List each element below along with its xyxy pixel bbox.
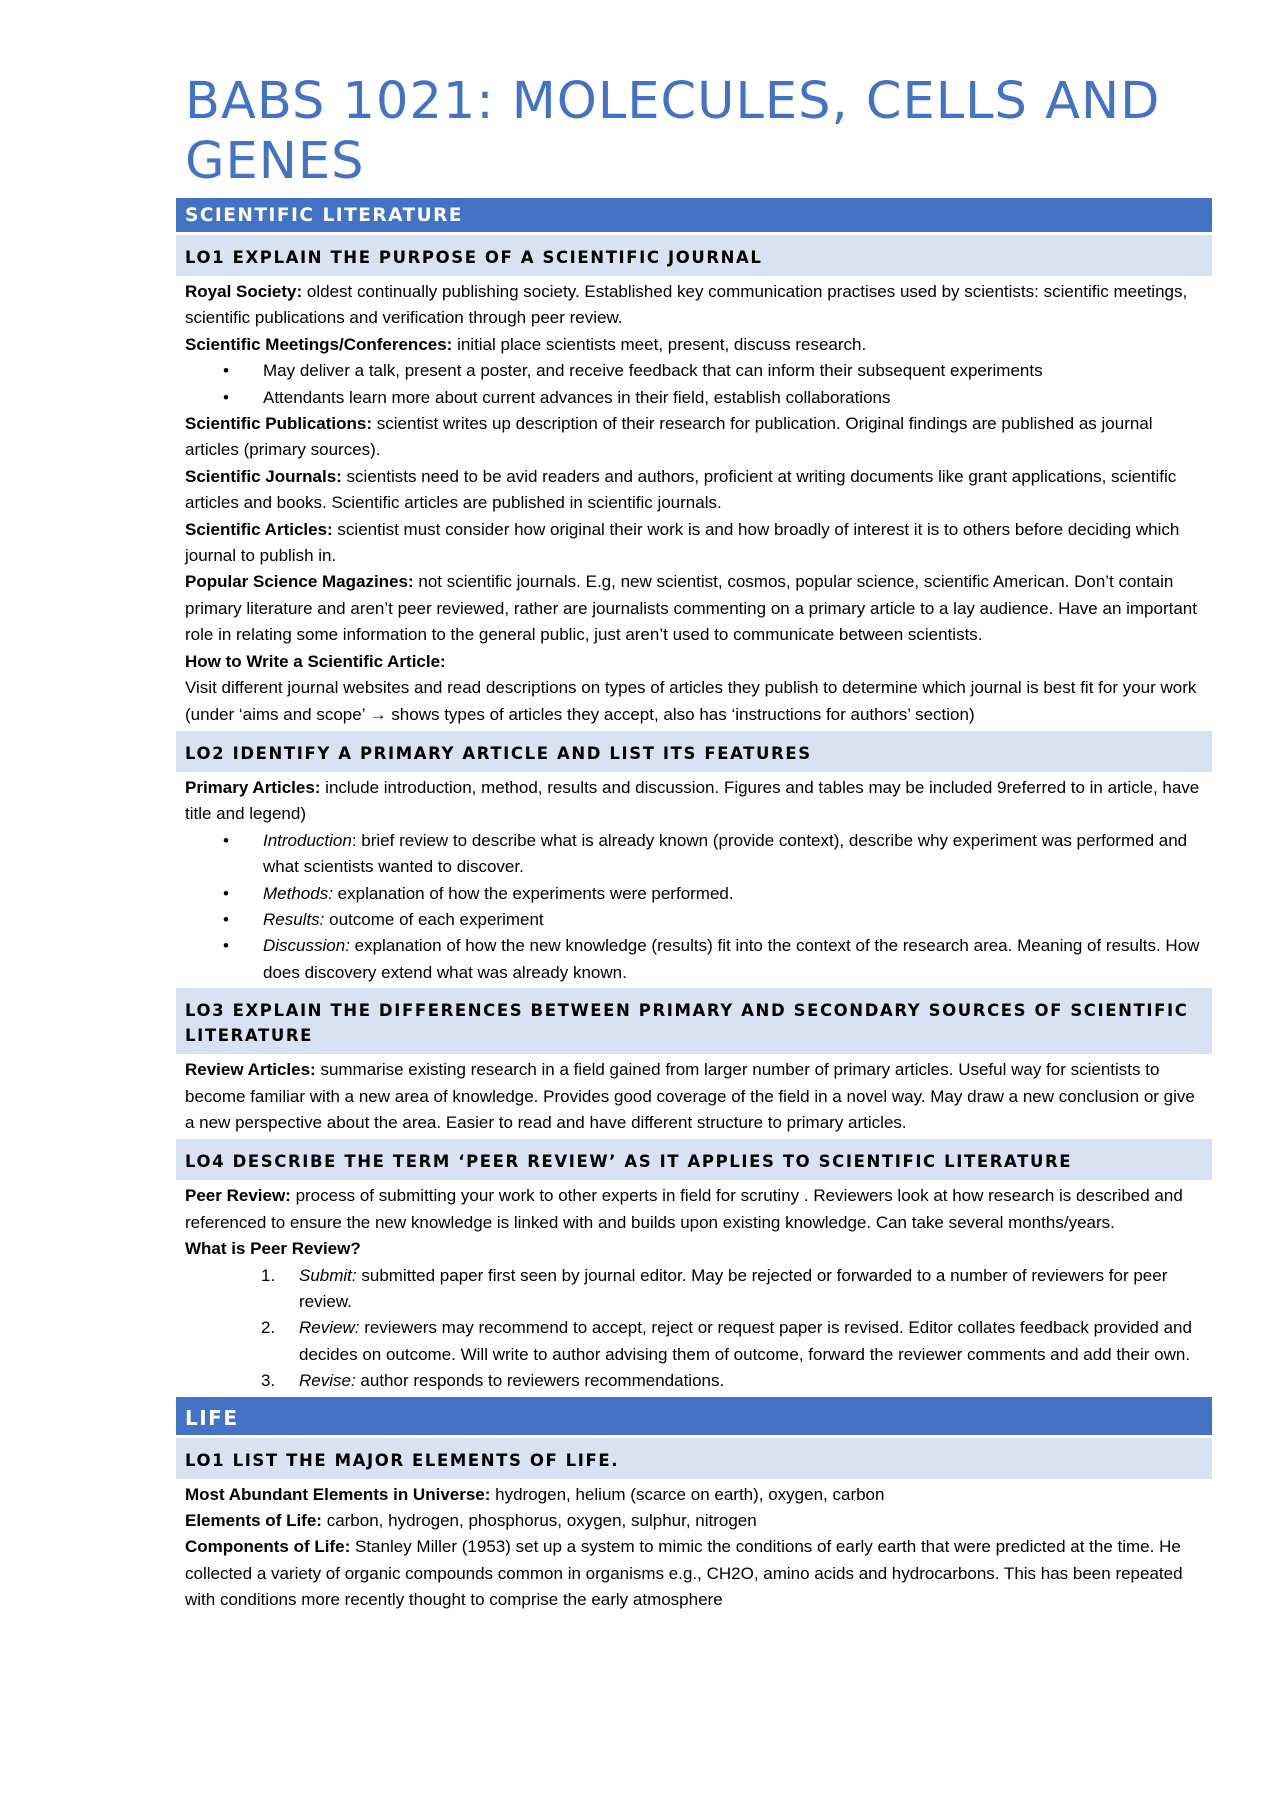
term: Revise: (299, 1371, 356, 1391)
term: Scientific Publications: (185, 414, 373, 434)
term: Scientific Articles: (185, 519, 333, 539)
list-item (263, 933, 1203, 986)
definition: scientist must consider how original their work is and how broadly of interest it is to others before deciding which journal to publish in. (185, 519, 1180, 566)
term: Introduction (263, 830, 352, 850)
definition: carbon, hydrogen, phosphorus, oxygen, sulphur, nitrogen (321, 1511, 757, 1531)
life-lo1-heading: LO1 LIST THE MAJOR ELEMENTS OF LIFE. (176, 1438, 1212, 1479)
definition: explanation of how the experiments were performed. (332, 883, 734, 903)
components-of-life-paragraph (176, 1534, 1212, 1613)
definition: reviewers may recommend to accept, reject or request paper is revised. Editor collates feedback provided and decides on outcome. Will write to author advising them of outcome, forward the reviewer comments and add their own. (299, 1318, 1192, 1364)
definition: author responds to reviewers recommendations. (355, 1371, 725, 1391)
definition: not scientific journals. E.g, new scientist, cosmos, popular science, scientific American. Don’t contain primary literature and aren’t peer reviewed, rather are journalists commenting on a primary article to a lay audience. Have an important role in relating some information to the general public, just aren’t used to communicate between scientists. (185, 572, 1197, 645)
term: Elements of Life: (185, 1511, 322, 1531)
definition: : brief review to describe what is already known (provide context), describe why experiment was performed and what scientists wanted to discover. (263, 830, 1188, 877)
term: What is Peer Review? (185, 1239, 361, 1259)
term: Review Articles: (185, 1060, 316, 1080)
meetings-bullet-list (176, 358, 1212, 411)
lo4-heading: LO4 DESCRIBE THE TERM ‘PEER REVIEW’ AS IT APPLIES TO SCIENTIFIC LITERATURE (176, 1139, 1212, 1180)
lo1-heading: LO1 EXPLAIN THE PURPOSE OF A SCIENTIFIC JOURNAL (176, 235, 1212, 276)
peer-review-paragraph (176, 1183, 1212, 1236)
term: How to Write a Scientific Article: (185, 651, 446, 671)
definition: explanation of how the new knowledge (results) fit into the context of the research area. Meaning of results. How does discovery extend what was already known. (263, 936, 1200, 982)
term: Popular Science Magazines: (185, 572, 414, 592)
primary-articles-paragraph (176, 775, 1212, 828)
list-item (263, 907, 1203, 933)
definition: scientist writes up description of their research for publication. Original findings are published as journal articles (primary sources). (185, 414, 1153, 460)
term: Review: (299, 1318, 360, 1338)
journals-paragraph (176, 464, 1212, 517)
definition: hydrogen, helium (scarce on earth), oxygen, carbon (490, 1484, 885, 1504)
term: Components of Life: (185, 1537, 351, 1557)
popular-science-paragraph (176, 569, 1212, 648)
term: Submit: (299, 1265, 357, 1285)
section-heading-scientific-literature: SCIENTIFIC LITERATURE (176, 198, 1212, 232)
definition: process of submitting your work to other experts in field for scrutiny . Reviewers look at how research is described and referenced to ensure the new knowledge is linked with and builds upon existing knowledge. Can take several months/years. (185, 1186, 1183, 1232)
document-title: BABS 1021: MOLECULES, CELLS AND GENES (185, 72, 1161, 191)
definition: Stanley Miller (1953) set up a system to mimic the conditions of early earth that were predicted at the time. He collected a variety of organic compounds common in organisms e.g., CH2O, amino acids and hydrocarbons. This has been repeated with conditions more recently thought to comprise the early atmosphere (185, 1537, 1183, 1610)
definition: scientists need to be avid readers and authors, proficient at writing documents like grant applications, scientific articles and books. Scientific articles are published in scientific journals. (185, 466, 1177, 513)
peer-review-steps-list (176, 1263, 1212, 1395)
lo2-heading: LO2 IDENTIFY A PRIMARY ARTICLE AND LIST ITS FEATURES (176, 731, 1212, 772)
definition: oldest continually publishing society. Established key communication practises used by scientists: scientific meetings, scientific publications and verification through peer review. (185, 282, 1188, 328)
term: Peer Review: (185, 1186, 291, 1206)
definition: outcome of each experiment (324, 909, 544, 929)
term: Discussion: (263, 936, 350, 956)
list-item: • May deliver a talk, present a poster, and receive feedback that can inform their subsequent experiments (263, 358, 1203, 384)
elements-of-life-paragraph (176, 1508, 1212, 1534)
definition: include introduction, method, results and discussion. Figures and tables may be included 9referred to in article, have title and legend) (185, 777, 1200, 824)
what-is-peer-review-heading (176, 1236, 1212, 1262)
list-item (261, 1315, 1203, 1368)
articles-paragraph (176, 517, 1212, 570)
list-item (263, 881, 1203, 907)
term: Scientific Meetings/Conferences: (185, 334, 453, 354)
term: Royal Society: (185, 282, 303, 301)
term: Scientific Journals: (185, 466, 342, 486)
royal-society-paragraph (176, 279, 1212, 332)
step-number: 1. (261, 1265, 276, 1285)
definition: submitted paper first seen by journal editor. May be rejected or forwarded to a number of reviewers for peer review. (299, 1265, 1168, 1311)
definition: initial place scientists meet, present, discuss research. (452, 334, 867, 354)
meetings-paragraph (176, 332, 1212, 358)
term: Results: (263, 909, 325, 929)
list-item (261, 1368, 1203, 1394)
abundant-elements-paragraph (176, 1482, 1212, 1508)
term: Methods: (263, 883, 333, 903)
section-heading-life: LIFE (176, 1397, 1212, 1435)
term: Primary Articles: (185, 777, 321, 797)
step-number: 3. (261, 1371, 276, 1391)
definition: summarise existing research in a field gained from larger number of primary articles. Useful way for scientists to become familiar with a new area of knowledge. Provides good coverage of the field in a novel way. May draw a new conclusion or give a new perspective about the area. Easier to read and have different structure to primary articles. (185, 1060, 1195, 1132)
document-page (176, 72, 1212, 1614)
primary-features-list (176, 828, 1212, 986)
list-item (263, 828, 1203, 881)
step-number: 2. (261, 1318, 276, 1338)
list-item (261, 1263, 1203, 1316)
how-to-write-paragraph: Visit different journal websites and read descriptions on types of articles they publish to determine which journal is best fit for your work (under ‘aims and scope’ → shows types of articles they accept, also has ‘instructions for authors’ section) (185, 678, 1197, 724)
how-to-write-heading (176, 649, 1212, 675)
review-articles-paragraph (176, 1057, 1212, 1136)
lo3-heading: LO3 EXPLAIN THE DIFFERENCES BETWEEN PRIMARY AND SECONDARY SOURCES OF SCIENTIFIC LITERATURE (176, 988, 1212, 1054)
term: Most Abundant Elements in Universe: (185, 1484, 491, 1504)
list-item: • Attendants learn more about current advances in their field, establish collaborations (263, 385, 1203, 411)
publications-paragraph (176, 411, 1212, 464)
